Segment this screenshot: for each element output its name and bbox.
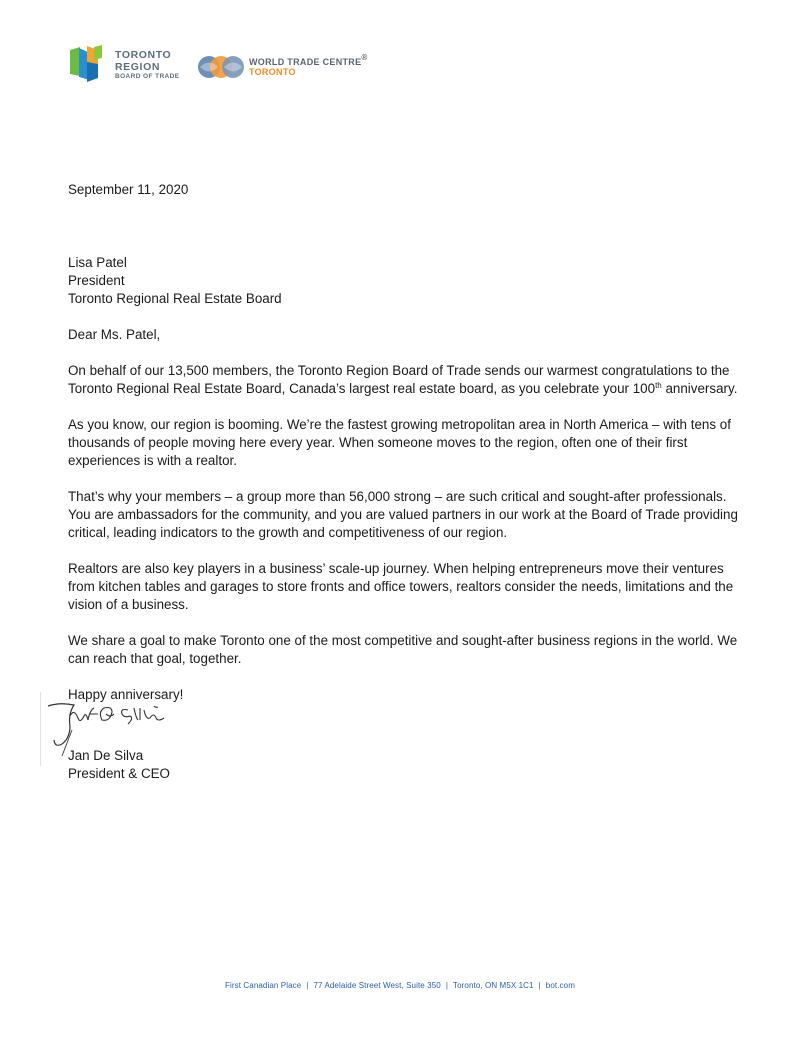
recipient-address: [68, 254, 738, 308]
signer-block: [68, 747, 170, 783]
letter-body: [68, 181, 738, 704]
signer-name: Jan De Silva: [68, 748, 144, 763]
logo-text-world-trade-centre: WORLD TRADE CENTRE®: [249, 53, 368, 67]
signer-title: President & CEO: [68, 766, 170, 781]
logo-text-region: REGION: [115, 60, 161, 73]
paragraph-region-booming: As you know, our region is booming. We’re the fastest growing metropolitan area in North America – with tens of thousands of people moving here every year. When someone moves to the region, often one of their first experiences is with a realtor.: [68, 417, 731, 468]
ordinal-suffix: th: [655, 381, 662, 390]
recipient-title: President: [68, 273, 125, 288]
footer-separator: |: [306, 981, 309, 990]
logo-text-toronto-wtc: TORONTO: [249, 67, 296, 77]
paragraph-members: That’s why your members – a group more than 56,000 strong – are such critical and sought-after professionals. You are ambassadors for the community, and you are valued partners in our work at the Board of Trade providing critical, leading indicators to the growth and competitiveness of our region.: [68, 489, 738, 540]
footer-separator: |: [445, 981, 448, 990]
paragraph-congratulations: On behalf of our 13,500 members, the Toronto Region Board of Trade sends our warmest congratulations to the Toronto Regional Real Estate Board, Canada’s largest real estate board, as you celebrate your 100th anniversary.: [68, 363, 738, 396]
letter-date: September 11, 2020: [68, 182, 189, 197]
closing: Happy anniversary!: [68, 687, 184, 702]
recipient-name: Lisa Patel: [68, 255, 127, 270]
salutation: Dear Ms. Patel,: [68, 327, 161, 342]
footer-website-link[interactable]: bot.com: [545, 981, 575, 990]
footer-street: 77 Adelaide Street West, Suite 350: [313, 981, 441, 990]
logo-text-toronto: TORONTO: [115, 49, 172, 61]
paragraph-realtors-scale-up: Realtors are also key players in a business’ scale-up journey. When helping entrepreneurs move their ventures from kitchen tables and garages to store fronts and office towers, realtors consider the needs, limitations and the vision of a business.: [68, 561, 734, 612]
toronto-region-board-of-trade-logo: [68, 44, 188, 84]
world-trade-centre-logo-mark-icon: [196, 54, 246, 80]
footer-city: Toronto, ON M5X 1C1: [453, 981, 534, 990]
footer-location: First Canadian Place: [225, 981, 302, 990]
logo-text-board-of-trade: BOARD OF TRADE: [115, 73, 180, 80]
toronto-region-logo-mark-icon: [68, 44, 108, 84]
paragraph-shared-goal: We share a goal to make Toronto one of the most competitive and sought-after business regions in the world. We can reach that goal, together.: [68, 633, 738, 666]
recipient-organization: Toronto Regional Real Estate Board: [68, 291, 282, 306]
footer-separator: |: [538, 981, 541, 990]
world-trade-centre-toronto-logo: [196, 54, 396, 84]
footer-address: [0, 981, 800, 990]
